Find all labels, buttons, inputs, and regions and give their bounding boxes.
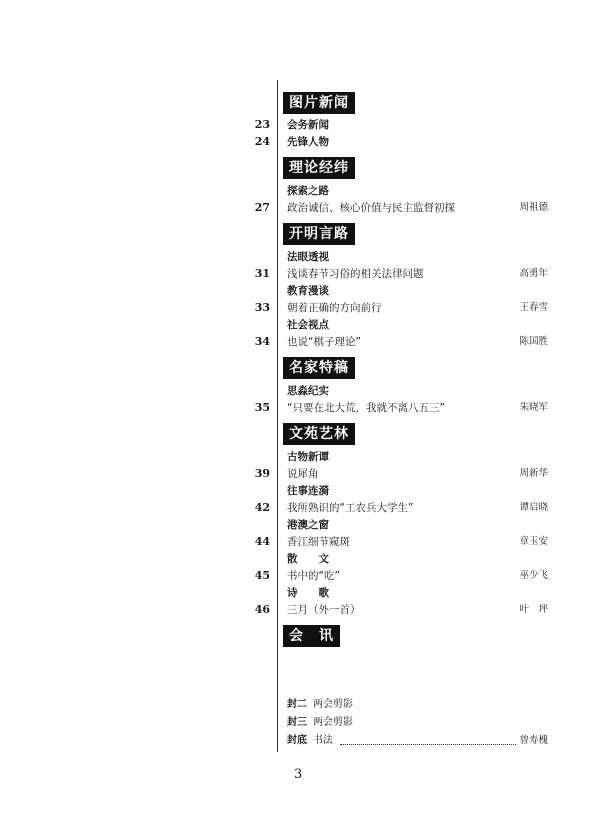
author-name: 谭启晓 <box>519 502 548 513</box>
cover-item[interactable] <box>287 716 353 730</box>
author-name: 叶 坪 <box>519 604 548 615</box>
column-category: 古物新谭 <box>287 451 329 463</box>
article-title: 也说“棋子理论” <box>287 336 361 348</box>
column-category: 散 文 <box>287 553 329 565</box>
article-title: 先锋人物 <box>287 136 329 148</box>
article-title: 朝着正确的方向前行 <box>287 302 382 314</box>
leader-dots <box>340 744 516 745</box>
page-number: 24 <box>254 135 270 148</box>
vertical-divider-line <box>277 80 278 752</box>
page-number: 27 <box>254 201 270 214</box>
cover-label: 封三 <box>287 717 307 728</box>
column-category: 思淼纪实 <box>287 385 329 397</box>
toc-row[interactable] <box>0 467 600 481</box>
article-title: 香江细节窥斑 <box>287 536 350 548</box>
page-number: 46 <box>254 603 270 616</box>
page-number: 31 <box>254 267 270 280</box>
page-number: 23 <box>254 118 270 131</box>
toc-row[interactable] <box>0 267 600 281</box>
author-name: 周新华 <box>519 468 548 479</box>
section-header: 名家特稿 <box>283 357 355 379</box>
page-number: 42 <box>254 501 270 514</box>
page-number: 39 <box>254 467 270 480</box>
page-number: 35 <box>254 401 270 414</box>
column-category: 法眼透视 <box>287 251 329 263</box>
cover-text: 两会剪影 <box>313 717 353 728</box>
toc-row[interactable] <box>0 569 600 583</box>
toc-row[interactable] <box>0 335 600 349</box>
cover-text: 两会剪影 <box>313 699 353 710</box>
toc-row[interactable] <box>0 603 600 617</box>
section-header: 会 讯 <box>283 625 340 647</box>
page-number-footer: 3 <box>294 767 303 782</box>
column-category: 社会视点 <box>287 319 329 331</box>
cover-item[interactable] <box>0 734 600 748</box>
toc-row[interactable] <box>0 501 600 515</box>
section-header: 文苑艺林 <box>283 423 355 445</box>
page-number: 44 <box>254 535 270 548</box>
author-name: 巫少飞 <box>519 570 548 581</box>
column-category: 诗 歌 <box>287 587 329 599</box>
cover-label: 封底 <box>287 735 307 746</box>
section-header: 理论经纬 <box>283 157 355 179</box>
section-header: 图片新闻 <box>283 92 355 114</box>
column-category: 往事连漪 <box>287 485 329 497</box>
column-category: 港澳之窗 <box>287 519 329 531</box>
toc-row[interactable] <box>0 135 600 149</box>
article-title: 会务新闻 <box>287 119 329 131</box>
page-number: 33 <box>254 301 270 314</box>
article-title: 浅谈春节习俗的相关法律问题 <box>287 268 424 280</box>
article-title: 我所熟识的“工农兵大学生” <box>287 502 414 514</box>
section-header: 开明言路 <box>283 223 355 245</box>
article-title: 政治诚信、核心价值与民主监督初探 <box>287 202 455 214</box>
column-category: 探索之路 <box>287 185 329 197</box>
toc-row[interactable] <box>0 301 600 315</box>
article-title: 书中的“吃” <box>287 570 340 582</box>
article-title: 说犀角 <box>287 468 319 480</box>
cover-text: 书法 <box>313 735 333 746</box>
toc-row[interactable] <box>0 401 600 415</box>
author-name: 王春雪 <box>519 302 548 313</box>
toc-row[interactable] <box>0 118 600 132</box>
toc-row[interactable] <box>0 535 600 549</box>
page-number: 34 <box>254 335 270 348</box>
author-name: 曾寿槐 <box>519 735 548 746</box>
toc-row[interactable] <box>0 201 600 215</box>
author-name: 朱晓军 <box>519 402 548 413</box>
page-number: 45 <box>254 569 270 582</box>
article-title: “只要在北大荒，我就不离八五三” <box>287 402 445 414</box>
article-title: 三月（外一首） <box>287 604 361 616</box>
column-category: 教育漫谈 <box>287 285 329 297</box>
cover-label: 封二 <box>287 699 307 710</box>
author-name: 章玉安 <box>519 536 548 547</box>
cover-item[interactable] <box>287 698 353 712</box>
author-name: 周祖德 <box>519 202 548 213</box>
author-name: 高勇年 <box>519 268 548 279</box>
author-name: 陈国胜 <box>519 336 548 347</box>
